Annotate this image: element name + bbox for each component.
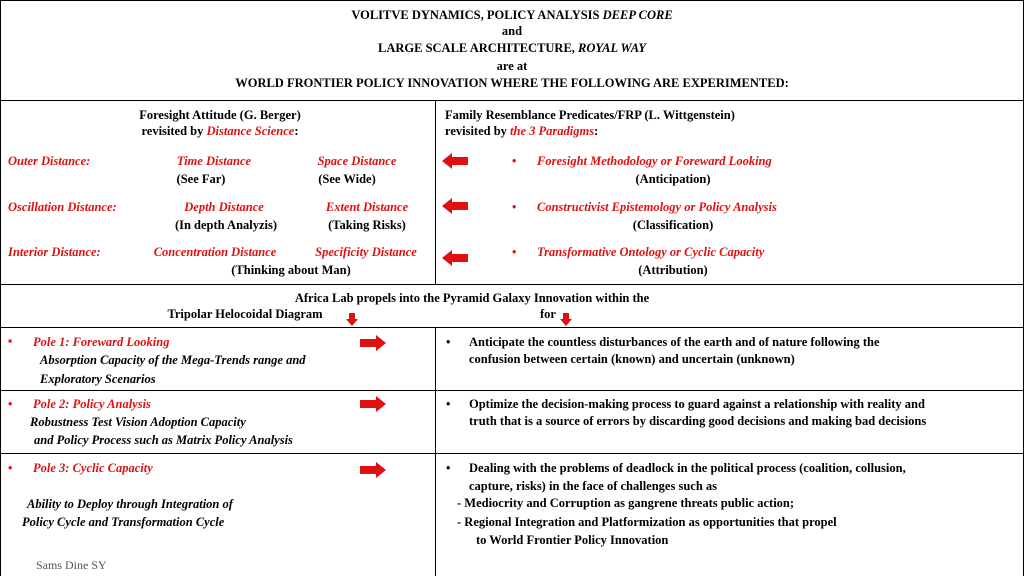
pole-2-line-2: and Policy Process such as Matrix Policy Analysis [34,433,293,447]
square-bullet-icon: ▪ [8,334,13,348]
distance-extent-sub: (Taking Risks) [328,218,406,232]
vertical-divider-top [435,100,436,284]
header-line-1 [351,8,672,23]
pole-3-right-line-2: capture, risks) in the face of challenges such as [469,479,718,493]
africa-line-1: Africa Lab propels into the Pyramid Galaxy Innovation within the [294,291,650,305]
divider-pole2 [0,453,1024,454]
distance-space-sub: (See Wide) [318,172,376,186]
bullet-icon: • [8,397,13,411]
right-head-paradigms: the 3 Paradigms [510,124,595,138]
distance-label-oscillation: Oscillation Distance: [8,200,117,214]
border-left [0,0,1,576]
left-head-distance-science: Distance Science [206,124,295,138]
pole-2-title: Pole 2: Policy Analysis [33,397,151,411]
down-arrow-icon-2 [560,313,572,327]
paradigm-1-sub: (Anticipation) [635,172,711,186]
right-head-revisited: revisited by [445,124,511,138]
distance-extent: Extent Distance [325,200,409,214]
pole-2-right-line-2: truth that is a source of errors by discarding good decisions and making bad decisions [469,414,927,428]
header-deep-core: DEEP CORE [602,8,673,22]
vertical-divider-bottom [435,327,436,576]
header-royal-way: ROYAL WAY [578,41,646,55]
distance-concentration: Concentration Distance [153,245,277,259]
header-line-4: are at [496,59,528,73]
left-head-colon: : [294,124,299,138]
left-head-title: Foresight Attitude (G. Berger) [139,108,301,122]
pole-3-right-line-1: Dealing with the problems of deadlock in the political process (coalition, collusion, [469,461,906,475]
left-head-revisited: revisited by [141,124,207,138]
header-line-2: and [501,24,523,38]
pole-1-title: Pole 1: Foreward Looking [33,335,170,349]
down-arrow-icon-1 [346,313,358,327]
pole-3-line-2: Policy Cycle and Transformation Cycle [22,515,225,529]
left-arrow-icon-2 [442,200,468,212]
distance-time-sub: (See Far) [176,172,226,186]
divider-header [0,100,1024,101]
bullet-icon: • [512,200,517,214]
bullet-icon: • [446,335,451,349]
right-arrow-icon-1 [360,337,386,349]
pole-3-dash-3: to World Frontier Policy Innovation [476,533,669,547]
distance-label-interior: Interior Distance: [8,245,101,259]
signature: Sams Dine SY [36,558,107,572]
left-arrow-icon-3 [442,252,468,264]
divider-distances [0,284,1024,285]
distance-space: Space Distance [317,154,397,168]
pole-2-line-1: Robustness Test Vision Adoption Capacity [30,415,246,429]
distance-depth-sub: (In depth Analyzis) [174,218,278,232]
pole-3-dash-2: - Regional Integration and Platformization as opportunities that propel [457,515,837,529]
bullet-icon: • [512,245,517,259]
pole-1-right-line-1: Anticipate the countless disturbances of the earth and of nature following the [469,335,880,349]
right-arrow-icon-2 [360,398,386,410]
bullet-icon: • [446,461,451,475]
header-line-5: WORLD FRONTIER POLICY INNOVATION WHERE THE FOLLOWING ARE EXPERIMENTED: [235,76,789,90]
distance-label-outer: Outer Distance: [8,154,91,168]
right-arrow-icon-3 [360,464,386,476]
pole-3-line-1: Ability to Deploy through Integration of [27,497,233,511]
paradigm-3-title: Transformative Ontology or Cyclic Capacity [537,245,765,259]
distance-specificity: Specificity Distance [315,245,417,259]
right-head-subtitle [445,124,598,139]
right-head-colon: : [594,124,599,138]
right-head-title: Family Resemblance Predicates/FRP (L. Wittgenstein) [445,108,735,122]
distance-depth: Depth Distance [184,200,264,214]
distance-interior-sub: (Thinking about Man) [231,263,351,277]
paradigm-1-title: Foresight Methodology or Foreward Looking [537,154,772,168]
header-line-3-text: LARGE SCALE ARCHITECTURE, [378,41,579,55]
left-arrow-icon-1 [442,155,468,167]
pole-3-dash-1: - Mediocrity and Corruption as gangrene threats public action; [457,496,795,510]
bullet-icon: • [512,154,517,168]
border-top [0,0,1024,1]
pole-1-right-line-2: confusion between certain (known) and uncertain (unknown) [469,352,795,366]
left-head-subtitle [141,124,298,139]
pole-3-title: Pole 3: Cyclic Capacity [33,461,153,475]
africa-diagram-label: Tripolar Helocoidal Diagram [167,307,323,321]
pole-1-line-2: Exploratory Scenarios [40,372,156,386]
bullet-icon: • [8,461,13,475]
distance-time: Time Distance [176,154,252,168]
header-line-3 [378,41,646,56]
paradigm-2-sub: (Classification) [632,218,714,232]
paradigm-2-title: Constructivist Epistemology or Policy Analysis [537,200,777,214]
divider-africa [0,327,1024,328]
divider-pole1 [0,390,1024,391]
header-line-1-text: VOLITVE DYNAMICS, POLICY ANALYSIS [351,8,603,22]
africa-for-label: for [540,307,556,321]
paradigm-3-sub: (Attribution) [638,263,708,277]
pole-1-line-1: Absorption Capacity of the Mega-Trends range and [40,353,306,367]
bullet-icon: • [446,397,451,411]
pole-2-right-line-1: Optimize the decision-making process to guard against a relationship with reality and [469,397,925,411]
